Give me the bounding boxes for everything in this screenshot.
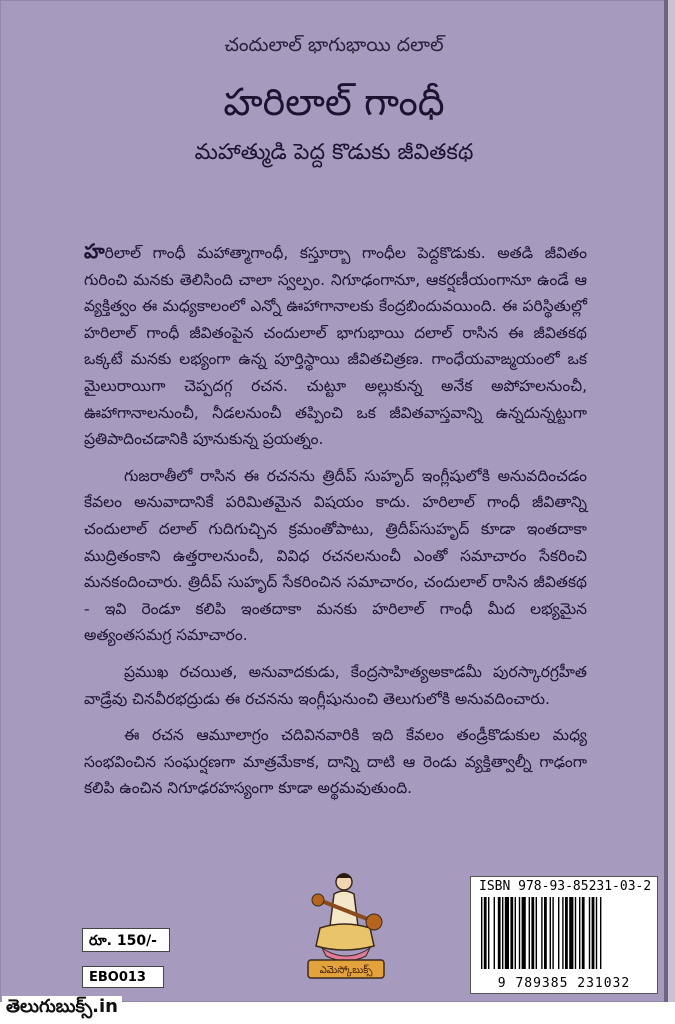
isbn-barcode — [470, 876, 658, 994]
blurb-text-1: రిలాల్ గాంధీ మహాత్మాగాంధీ, కస్తూర్బా గాంధీల పెద్దకొడుకు. అతడి జీవితం గురించి మనకు తెలిసింది చాలా స్వల్పం. నిగూఢంగానూ, ఆకర్షణీయంగానూ ఉండే ఆ వ్యక్తిత్వం ఈ మధ్యకాలంలో ఎన్నో ఊహాగానాలకు కేంద్రబిందువయింది. ఈ పరిస్థితుల్లో హరిలాల్ గాంధీ జీవితంపైన చందులాల్ భాగుభాయి దలాల్ రాసిన ఈ జీవితకథ ఒక్కటే మనకు లభ్యంగా ఉన్న పూర్తిస్థాయి జీవితచిత్రణ. గాంధేయవాఙ్మయంలో ఒక మైలురాయిగా చెప్పదగ్గ రచన. చుట్టూ అల్లుకున్న అనేక అపోహలనుంచీ, ఊహాగానాలనుంచీ, నీడలనుంచీ తప్పించి ఒక జీవితవాస్తవాన్ని ఉన్నదున్నట్టుగా ప్రతిపాదించడానికి పూనుకున్న ప్రయత్నం. — [84, 244, 587, 449]
blurb-paragraph-3: ప్రముఖ రచయిత, అనువాదకుడు, కేంద్రసాహిత్యఅకాడమీ పురస్కారగ్రహీత వాడ్రేవు చినవీరభద్రుడు ఈ రచనను ఇంగ్లీషునుంచి తెలుగులోకి అనువదించారు. — [84, 662, 587, 708]
page-edge — [668, 0, 675, 1002]
watermark: తెలుగుబుక్స్.in — [2, 996, 122, 1021]
blurb — [84, 238, 587, 802]
blurb-paragraph-1 — [84, 238, 587, 453]
blurb-paragraph-4: ఈ రచన ఆమూలాగ్రం చదివినవారికి ఇది కేవలం తండ్రీకొడుకుల మధ్య సంభవించిన సంఘర్షణగా మాత్రమేకాక, దాన్ని దాటి ఆ రెండు వ్యక్తిత్వాల్నీ గాఢంగా కలిపి ఉంచిన నిగూఢరహస్యంగా కూడా అర్థమవుతుంది. — [84, 726, 587, 798]
book-title: హరిలాల్ గాంధీ — [223, 80, 445, 124]
book-subtitle: మహాత్ముడి పెద్ద కొడుకు జీవితకథ — [194, 140, 474, 165]
blurb-paragraph-2: గుజరాతీలో రాసిన ఈ రచనను త్రిదీప్ సుహృద్ ఇంగ్లీషులోకి అనువదించడం కేవలం అనువాదానికే పరిమితమైన విషయం కాదు. హరిలాల్ గాంధీ జీవితాన్ని చందులాల్ దలాల్ గుదిగుచ్చిన క్రమంతోపాటు, త్రిదీప్‌సుహృద్ కూడా ఇంతదాకా ముద్రితంకాని ఉత్తరాలనుంచీ, వివిధ రచనలనుంచీ ఎంతో సమాచారం సేకరించి మనకందించారు. త్రిదీప్ సుహృద్ సేకరించిన సమాచారం, చందులాల్ రాసిన జీవితకథ - ఇవి రెండూ కలిపి ఇంతదాకా మనకు హరిలాల్ గాంధీ మీద లభ్యమైన అత్యంతసమగ్ర సమాచారం. — [84, 466, 587, 645]
author-name: చందులాల్ భాగుభాయి దలాల్ — [224, 34, 444, 56]
product-code: EBO013 — [82, 966, 164, 988]
price-tag: రూ. 150/- — [82, 928, 170, 952]
barcode-icon — [481, 897, 647, 969]
isbn-label: ISBN 978-93-85231-03-2 — [479, 879, 652, 894]
publisher-logo — [300, 868, 392, 980]
saraswati-veena-icon — [300, 868, 392, 980]
publisher-logo-text: ఎమెస్కోబుక్స్ — [319, 965, 373, 976]
dropcap: హ — [84, 239, 105, 263]
barcode-number: 9 789385 231032 — [497, 976, 631, 991]
